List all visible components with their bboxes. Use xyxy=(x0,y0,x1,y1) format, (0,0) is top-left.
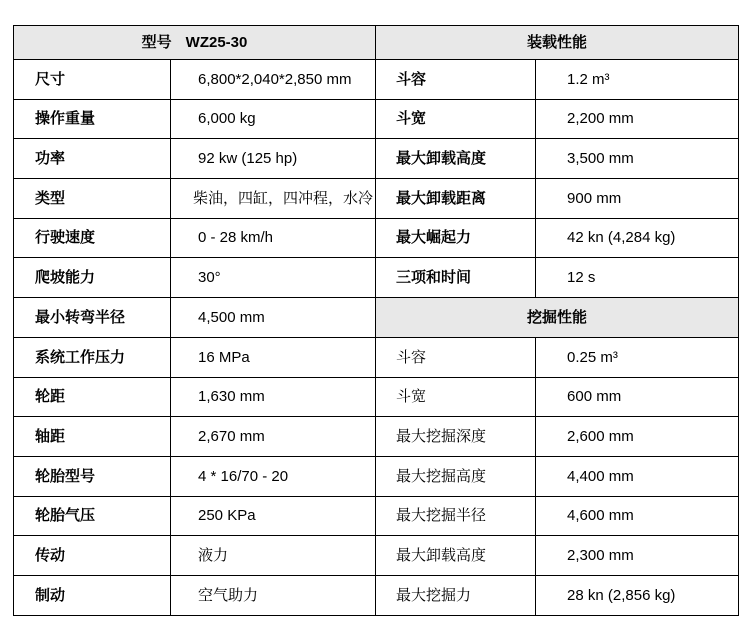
spec-label: 最大挖掘高度 xyxy=(376,456,536,496)
spec-value: 6,800*2,040*2,850 mm xyxy=(171,60,376,100)
spec-value: 0 - 28 km/h xyxy=(171,218,376,258)
spec-label: 行驶速度 xyxy=(14,218,171,258)
table-row xyxy=(14,298,739,338)
spec-value: 柴油，四缸，四冲程，水冷 xyxy=(171,179,376,219)
spec-value: 600 mm xyxy=(536,377,739,417)
spec-value: 3,500 mm xyxy=(536,139,739,179)
spec-label: 操作重量 xyxy=(14,99,171,139)
spec-value: 250 KPa xyxy=(171,496,376,536)
table-row xyxy=(14,377,739,417)
spec-value: 30° xyxy=(171,258,376,298)
table-row xyxy=(14,99,739,139)
spec-value: 2,600 mm xyxy=(536,417,739,457)
model-label: 型号 xyxy=(141,33,172,51)
spec-label: 轮胎型号 xyxy=(14,456,171,496)
table-row xyxy=(14,258,739,298)
spec-value: 4,600 mm xyxy=(536,496,739,536)
spec-value: 1,630 mm xyxy=(171,377,376,417)
table-row xyxy=(14,536,739,576)
spec-value: 1.2 m³ xyxy=(536,60,739,100)
spec-value: 2,200 mm xyxy=(536,99,739,139)
spec-value: 4,400 mm xyxy=(536,456,739,496)
table-row xyxy=(14,496,739,536)
spec-value: 2,300 mm xyxy=(536,536,739,576)
spec-label: 制动 xyxy=(14,575,171,615)
spec-label: 最大挖掘力 xyxy=(376,575,536,615)
spec-label: 最大挖掘半径 xyxy=(376,496,536,536)
spec-label: 最大卸载高度 xyxy=(376,536,536,576)
loading-section-header: 装载性能 xyxy=(376,26,739,60)
spec-label: 爬坡能力 xyxy=(14,258,171,298)
spec-label: 最大崛起力 xyxy=(376,218,536,258)
spec-value: 42 kn (4,284 kg) xyxy=(536,218,739,258)
table-row xyxy=(14,218,739,258)
spec-label: 类型 xyxy=(14,179,171,219)
table-header-row xyxy=(14,26,739,60)
spec-value: 28 kn (2,856 kg) xyxy=(536,575,739,615)
spec-value: 2,670 mm xyxy=(171,417,376,457)
model-number: WZ25-30 xyxy=(185,33,248,51)
digging-section-header: 挖掘性能 xyxy=(376,298,739,338)
table-row xyxy=(14,337,739,377)
spec-label: 最小转弯半径 xyxy=(14,298,171,338)
spec-label: 功率 xyxy=(14,139,171,179)
spec-label: 斗宽 xyxy=(376,377,536,417)
spec-value: 12 s xyxy=(536,258,739,298)
spec-label: 斗宽 xyxy=(376,99,536,139)
table-row xyxy=(14,575,739,615)
spec-value: 空气助力 xyxy=(171,575,376,615)
spec-label: 斗容 xyxy=(376,337,536,377)
spec-value: 4 * 16/70 - 20 xyxy=(171,456,376,496)
spec-table xyxy=(13,25,739,616)
spec-label: 轮胎气压 xyxy=(14,496,171,536)
spec-value: 900 mm xyxy=(536,179,739,219)
spec-value: 92 kw (125 hp) xyxy=(171,139,376,179)
spec-label: 斗容 xyxy=(376,60,536,100)
table-row xyxy=(14,456,739,496)
spec-value: 4,500 mm xyxy=(171,298,376,338)
spec-value: 液力 xyxy=(171,536,376,576)
spec-label: 传动 xyxy=(14,536,171,576)
spec-label: 最大卸载高度 xyxy=(376,139,536,179)
spec-value: 16 MPa xyxy=(171,337,376,377)
spec-label: 最大卸载距离 xyxy=(376,179,536,219)
table-row xyxy=(14,139,739,179)
table-row xyxy=(14,179,739,219)
spec-label: 轮距 xyxy=(14,377,171,417)
spec-value: 6,000 kg xyxy=(171,99,376,139)
spec-value: 0.25 m³ xyxy=(536,337,739,377)
model-header xyxy=(14,26,376,60)
spec-label: 系统工作压力 xyxy=(14,337,171,377)
spec-label: 尺寸 xyxy=(14,60,171,100)
table-row xyxy=(14,417,739,457)
spec-label: 轴距 xyxy=(14,417,171,457)
spec-label: 三项和时间 xyxy=(376,258,536,298)
table-row xyxy=(14,60,739,100)
spec-label: 最大挖掘深度 xyxy=(376,417,536,457)
